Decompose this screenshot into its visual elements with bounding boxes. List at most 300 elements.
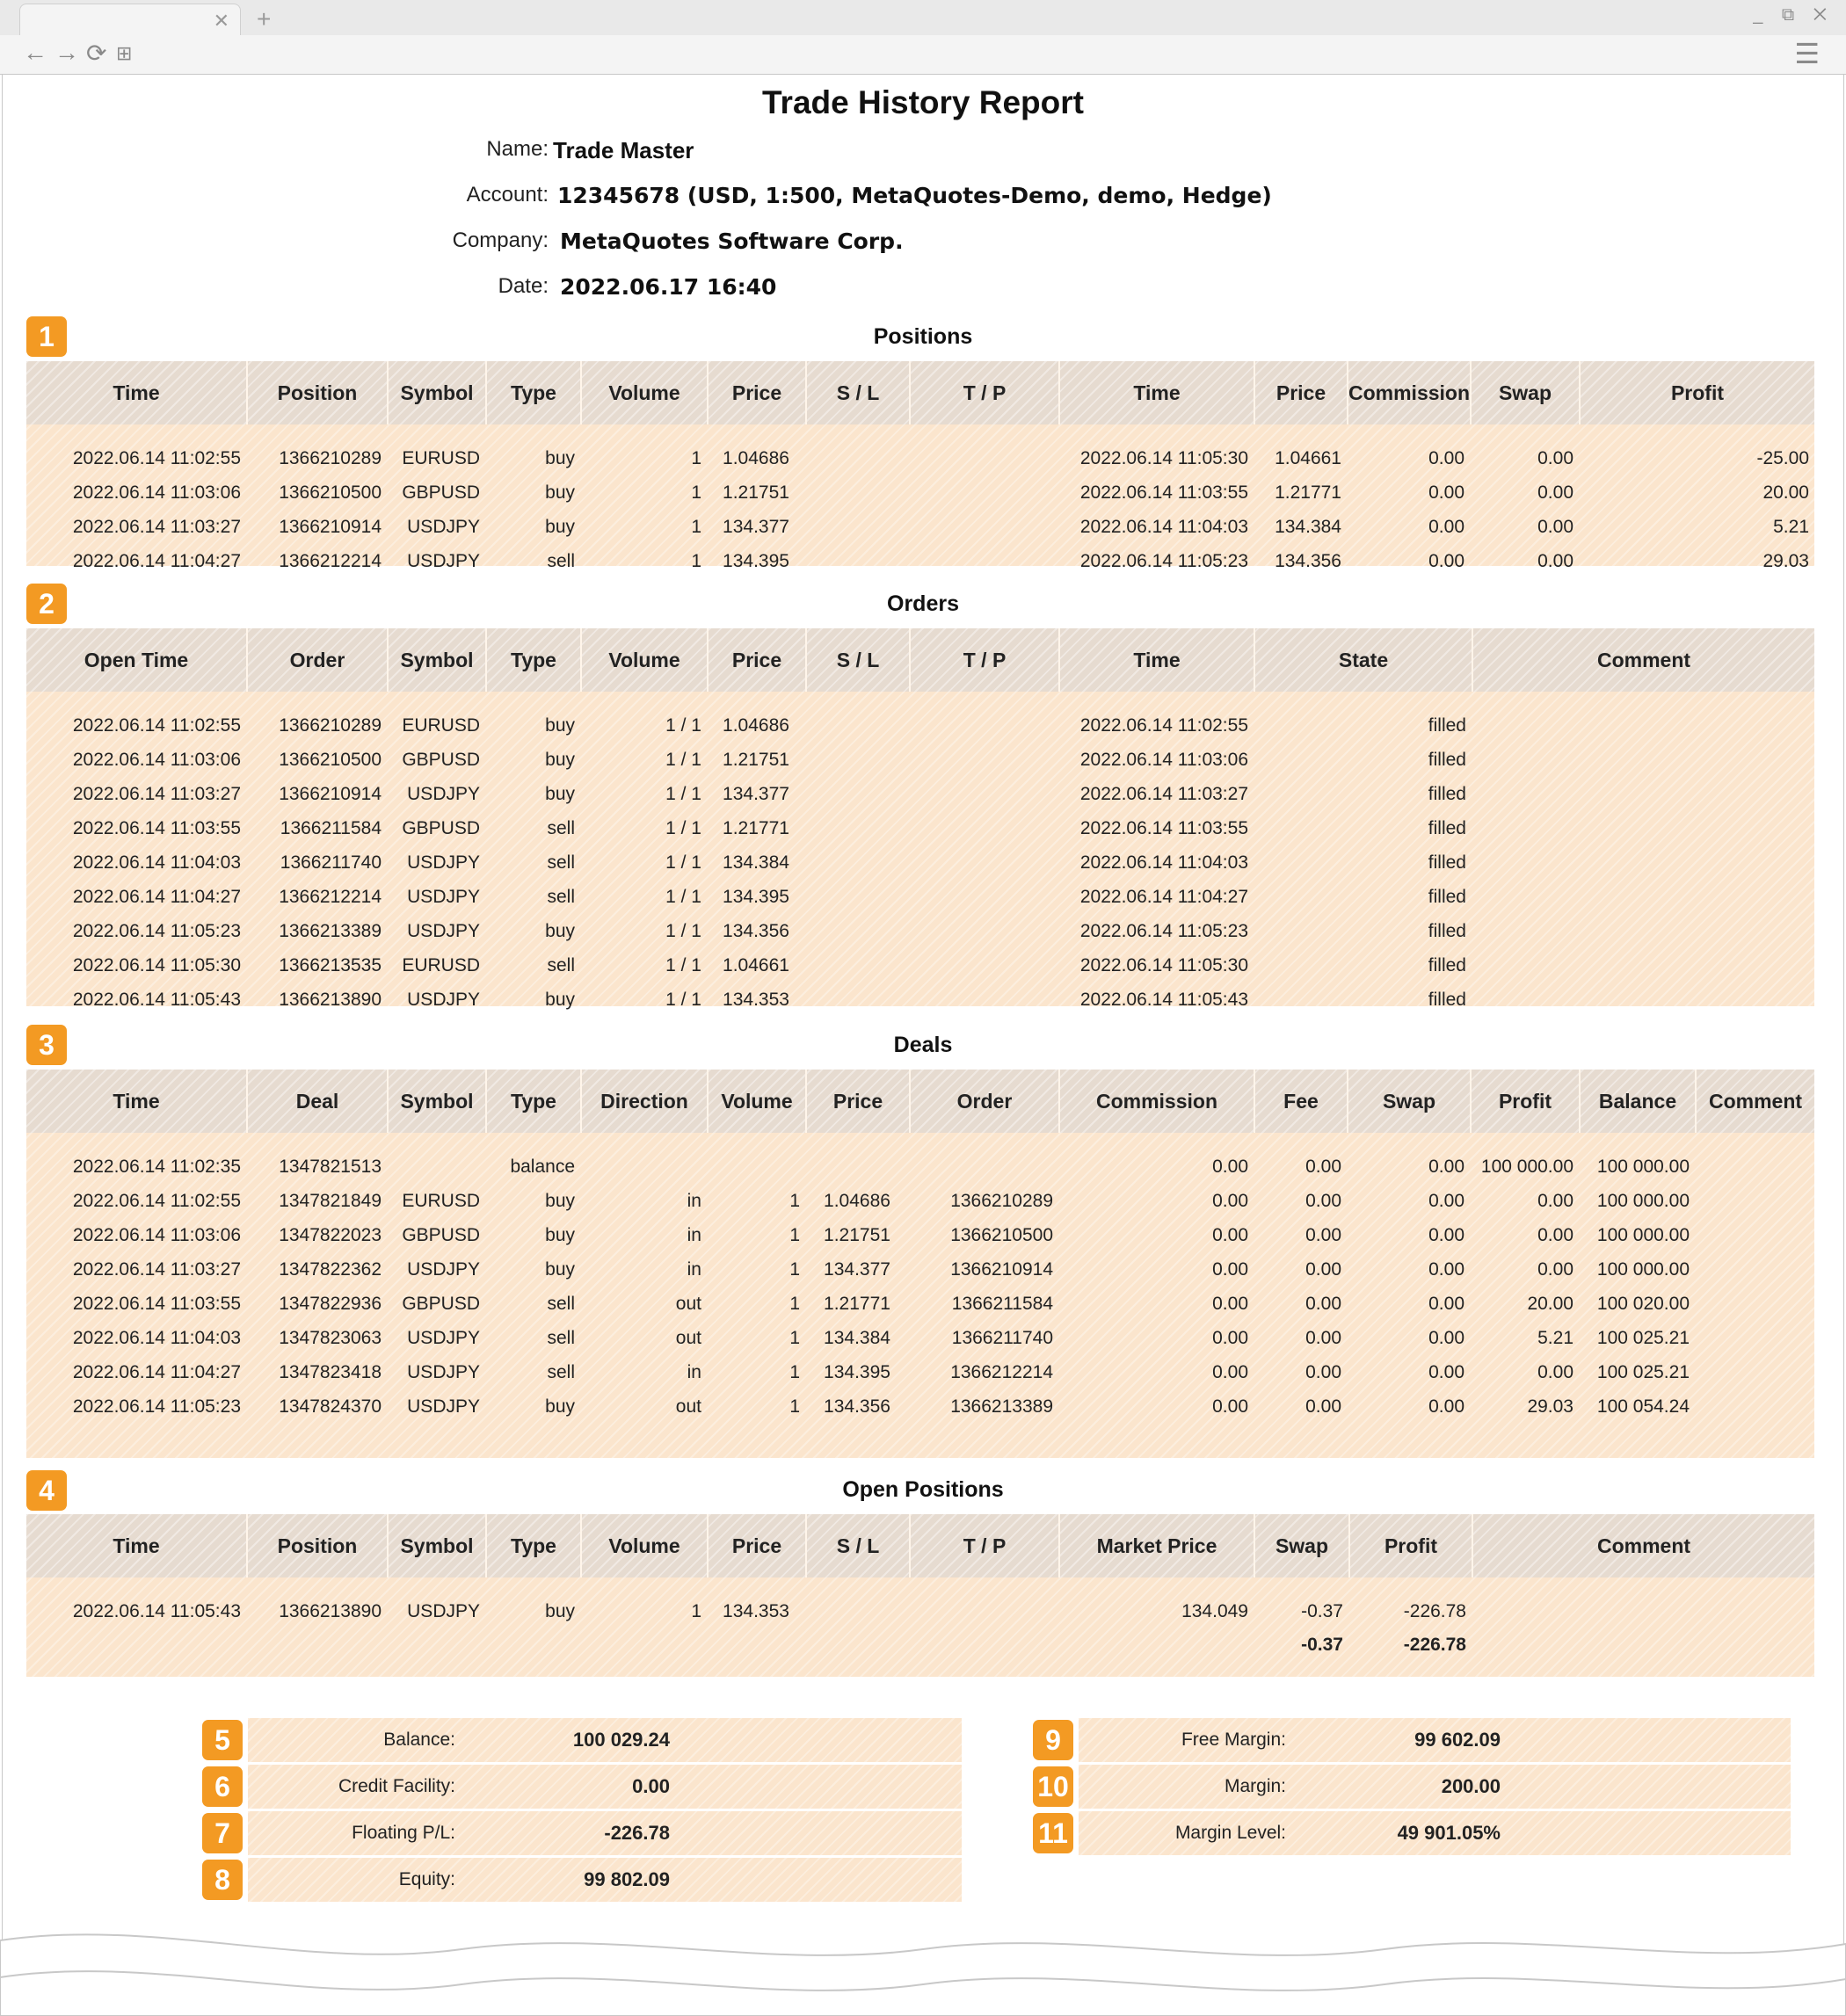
column-header[interactable]: Deal bbox=[246, 1070, 387, 1133]
table-cell: 1.04686 bbox=[824, 1191, 890, 1211]
account-label: Account: bbox=[466, 183, 549, 207]
table-cell bbox=[805, 845, 909, 880]
table-cell: 1 bbox=[789, 1294, 800, 1314]
orders-header bbox=[26, 628, 1814, 692]
column-header[interactable]: Profit bbox=[1470, 1070, 1579, 1133]
table-cell: buy bbox=[545, 990, 575, 1010]
table-cell: 1366210500 bbox=[279, 482, 382, 503]
table-cell: 20.00 bbox=[1527, 1294, 1573, 1314]
table-cell: USDJPY bbox=[407, 887, 480, 907]
table-cell: EURUSD bbox=[402, 1191, 480, 1211]
nav-bar bbox=[0, 35, 1846, 74]
column-header[interactable]: Volume bbox=[580, 361, 707, 424]
table-cell: sell bbox=[547, 887, 575, 907]
positions-row bbox=[26, 544, 1814, 578]
deals-row bbox=[26, 1355, 1814, 1389]
table-cell bbox=[1695, 1218, 1814, 1252]
table-cell: 1347822936 bbox=[279, 1294, 382, 1314]
table-cell: 1 / 1 bbox=[665, 715, 701, 736]
table-cell: 0.00 bbox=[1428, 1191, 1464, 1211]
column-header[interactable]: Volume bbox=[580, 628, 707, 692]
table-cell bbox=[805, 777, 909, 811]
column-header[interactable]: T / P bbox=[909, 628, 1058, 692]
column-header[interactable]: S / L bbox=[805, 361, 909, 424]
table-cell: 134.049 bbox=[1181, 1601, 1248, 1621]
column-header[interactable]: Time bbox=[1058, 361, 1254, 424]
table-cell: USDJPY bbox=[407, 1396, 480, 1417]
deals-row bbox=[26, 1149, 1814, 1184]
table-cell: GBPUSD bbox=[402, 750, 480, 770]
table-cell bbox=[1472, 811, 1814, 845]
margin-value: 200.00 bbox=[1441, 1775, 1501, 1797]
summary-badge-margin-level: 11 bbox=[1033, 1813, 1073, 1853]
table-cell bbox=[1472, 983, 1814, 1017]
table-cell: 1366210500 bbox=[279, 750, 382, 770]
company-row bbox=[285, 228, 549, 264]
table-cell: 0.00 bbox=[1305, 1294, 1341, 1314]
table-cell: 1 bbox=[789, 1396, 800, 1417]
table-cell: 0.00 bbox=[1428, 1294, 1464, 1314]
column-header[interactable]: Price bbox=[707, 361, 805, 424]
table-cell: 134.384 bbox=[723, 852, 789, 873]
column-header[interactable]: Order bbox=[909, 1070, 1058, 1133]
table-cell: 2022.06.14 11:03:55 bbox=[72, 1294, 241, 1314]
summary-equity bbox=[248, 1858, 962, 1902]
floating-pl-value: -226.78 bbox=[604, 1822, 670, 1844]
table-cell: in bbox=[687, 1362, 701, 1382]
column-header[interactable]: Symbol bbox=[387, 1070, 485, 1133]
apps-grid-icon[interactable]: ⊞ bbox=[116, 42, 133, 64]
open-positions-table bbox=[26, 1514, 1814, 1677]
table-cell bbox=[805, 441, 909, 475]
table-cell: 1 / 1 bbox=[665, 955, 701, 975]
table-cell: buy bbox=[545, 517, 575, 537]
summary-margin bbox=[1079, 1765, 1791, 1809]
table-cell: 100 000.00 bbox=[1596, 1191, 1690, 1211]
table-cell: 1366210914 bbox=[950, 1259, 1053, 1280]
table-cell: 1347823063 bbox=[279, 1328, 382, 1348]
date-label: Date: bbox=[498, 274, 549, 298]
deals-title: Deals bbox=[893, 1033, 953, 1057]
table-cell: GBPUSD bbox=[402, 482, 480, 503]
table-cell: sell bbox=[547, 1362, 575, 1382]
table-cell: 134.356 bbox=[824, 1396, 890, 1417]
table-cell: 1.04661 bbox=[723, 955, 789, 975]
summary-margin-level bbox=[1079, 1811, 1791, 1855]
deals-row bbox=[26, 1218, 1814, 1252]
column-header[interactable]: Swap bbox=[1470, 361, 1579, 424]
table-cell bbox=[909, 880, 1058, 914]
column-header[interactable]: S / L bbox=[805, 1514, 909, 1577]
table-cell: filled bbox=[1428, 990, 1466, 1010]
deals-row bbox=[26, 1287, 1814, 1321]
table-cell: 0.00 bbox=[1428, 448, 1464, 468]
table-cell: buy bbox=[545, 482, 575, 503]
table-cell: 134.377 bbox=[723, 517, 789, 537]
column-header[interactable]: Open Time bbox=[84, 649, 189, 671]
table-cell: buy bbox=[545, 750, 575, 770]
table-cell: 0.00 bbox=[1428, 551, 1464, 571]
reload-icon[interactable]: ⟳ bbox=[86, 40, 107, 67]
table-cell: 1 / 1 bbox=[665, 990, 701, 1010]
column-header[interactable]: Commission bbox=[1058, 1070, 1254, 1133]
table-cell: buy bbox=[545, 1601, 575, 1621]
deals-table bbox=[26, 1070, 1814, 1458]
table-cell: 1366211740 bbox=[280, 852, 382, 873]
table-cell: 134.356 bbox=[1275, 551, 1341, 571]
margin-level-value: 49 901.05% bbox=[1397, 1822, 1501, 1844]
column-header[interactable]: Commission bbox=[1347, 361, 1470, 424]
column-header[interactable]: Swap bbox=[1347, 1070, 1470, 1133]
table-cell: 100 000.00 bbox=[1480, 1157, 1573, 1177]
table-cell bbox=[909, 1594, 1058, 1628]
table-cell: 1 bbox=[789, 1225, 800, 1245]
column-header[interactable]: Fee bbox=[1254, 1070, 1347, 1133]
table-cell bbox=[805, 880, 909, 914]
table-cell: 2022.06.14 11:05:43 bbox=[72, 990, 241, 1010]
table-cell bbox=[909, 1149, 1058, 1184]
positions-title: Positions bbox=[873, 324, 973, 349]
close-tab-icon[interactable]: ✕ bbox=[213, 10, 229, 32]
table-cell: GBPUSD bbox=[402, 818, 480, 838]
table-cell: 100 000.00 bbox=[1596, 1259, 1690, 1280]
section-badge-deals: 3 bbox=[26, 1025, 67, 1065]
table-cell: 0.00 bbox=[1537, 482, 1573, 503]
table-cell: 2022.06.14 11:05:23 bbox=[72, 1396, 241, 1417]
column-header[interactable]: T / P bbox=[909, 1514, 1058, 1577]
table-cell bbox=[909, 777, 1058, 811]
new-tab-icon[interactable]: + bbox=[257, 5, 272, 33]
table-cell bbox=[1695, 1252, 1814, 1287]
table-cell: 100 025.21 bbox=[1596, 1362, 1690, 1382]
open-positions-header bbox=[26, 1514, 1814, 1577]
section-badge-positions: 1 bbox=[26, 316, 67, 357]
table-cell: 2022.06.14 11:04:27 bbox=[72, 887, 241, 907]
table-cell: 2022.06.14 11:03:06 bbox=[72, 750, 241, 770]
column-header[interactable]: Balance bbox=[1579, 1070, 1695, 1133]
table-cell: buy bbox=[545, 1259, 575, 1280]
table-cell: 0.00 bbox=[1428, 1362, 1464, 1382]
column-header[interactable]: Time bbox=[113, 1534, 160, 1557]
menu-icon[interactable]: ☰ bbox=[1794, 38, 1820, 69]
margin-level-label: Margin Level: bbox=[1174, 1823, 1286, 1843]
column-header[interactable]: Market Price bbox=[1058, 1514, 1254, 1577]
table-cell: 1347823418 bbox=[279, 1362, 382, 1382]
table-cell bbox=[805, 544, 909, 578]
table-cell: 2022.06.14 11:04:03 bbox=[72, 1328, 241, 1348]
table-cell: 2022.06.14 11:02:35 bbox=[72, 1157, 241, 1177]
table-cell: sell bbox=[547, 852, 575, 873]
torn-page-edge bbox=[0, 1925, 1846, 2016]
summary-badge-floating: 7 bbox=[202, 1813, 243, 1853]
column-header[interactable]: Position bbox=[246, 1514, 387, 1577]
table-cell: 2022.06.14 11:03:06 bbox=[1079, 750, 1248, 770]
table-cell: 2022.06.14 11:05:30 bbox=[72, 955, 241, 975]
table-cell: 1366213890 bbox=[279, 1601, 382, 1621]
column-header[interactable]: Volume bbox=[707, 1070, 805, 1133]
table-cell bbox=[580, 1149, 707, 1184]
column-header[interactable]: Type bbox=[485, 628, 580, 692]
table-cell: 0.00 bbox=[1428, 482, 1464, 503]
column-header[interactable]: Profit bbox=[1579, 361, 1814, 424]
table-cell: buy bbox=[545, 1191, 575, 1211]
table-cell: USDJPY bbox=[407, 1362, 480, 1382]
table-cell bbox=[1472, 914, 1814, 948]
table-cell: 0.00 bbox=[1212, 1396, 1248, 1417]
deals-row bbox=[26, 1184, 1814, 1218]
section-badge-orders: 2 bbox=[26, 584, 67, 624]
table-cell bbox=[805, 983, 909, 1017]
column-header[interactable]: Time bbox=[113, 1090, 160, 1113]
table-cell: 29.03 bbox=[1762, 551, 1809, 571]
table-cell bbox=[1472, 1594, 1814, 1628]
table-cell: 0.00 bbox=[1537, 1259, 1573, 1280]
table-cell bbox=[1695, 1321, 1814, 1355]
table-cell bbox=[805, 811, 909, 845]
table-cell: -25.00 bbox=[1756, 448, 1809, 468]
table-cell: 0.00 bbox=[1212, 1259, 1248, 1280]
column-header[interactable]: State bbox=[1254, 628, 1472, 692]
table-cell: 134.395 bbox=[824, 1362, 890, 1382]
table-cell bbox=[1472, 708, 1814, 743]
table-cell: 1366210289 bbox=[279, 715, 382, 736]
table-cell: 1366210289 bbox=[279, 448, 382, 468]
section-badge-open-positions: 4 bbox=[26, 1470, 67, 1511]
table-cell: 1366213389 bbox=[279, 921, 382, 941]
table-cell: 100 000.00 bbox=[1596, 1225, 1690, 1245]
table-cell: in bbox=[687, 1191, 701, 1211]
table-cell: 134.395 bbox=[723, 551, 789, 571]
table-cell: 0.00 bbox=[1428, 1225, 1464, 1245]
table-cell: 1 bbox=[789, 1362, 800, 1382]
table-cell: 1 bbox=[789, 1191, 800, 1211]
table-cell: USDJPY bbox=[407, 1259, 480, 1280]
table-cell: 2022.06.14 11:05:30 bbox=[1079, 448, 1248, 468]
table-cell: 1 bbox=[691, 517, 701, 537]
table-cell: filled bbox=[1428, 784, 1466, 804]
table-cell: 1347821849 bbox=[279, 1191, 382, 1211]
table-cell: 1 bbox=[691, 551, 701, 571]
column-header[interactable]: T / P bbox=[909, 361, 1058, 424]
table-cell: sell bbox=[547, 955, 575, 975]
table-cell: GBPUSD bbox=[402, 1294, 480, 1314]
table-cell: 134.353 bbox=[723, 1601, 789, 1621]
column-header[interactable]: S / L bbox=[805, 628, 909, 692]
back-arrow-icon[interactable]: ← bbox=[23, 39, 47, 66]
table-cell: 0.00 bbox=[1537, 1362, 1573, 1382]
table-cell: 2022.06.14 11:03:55 bbox=[1079, 818, 1248, 838]
positions-row bbox=[26, 510, 1814, 544]
table-cell: 0.00 bbox=[1305, 1362, 1341, 1382]
table-cell bbox=[909, 743, 1058, 777]
table-cell: filled bbox=[1428, 921, 1466, 941]
table-cell: USDJPY bbox=[407, 784, 480, 804]
table-cell bbox=[805, 1594, 909, 1628]
table-cell: 0.00 bbox=[1537, 1191, 1573, 1211]
table-cell: 0.00 bbox=[1305, 1191, 1341, 1211]
table-cell: 1366212214 bbox=[950, 1362, 1053, 1382]
table-cell: 2022.06.14 11:04:27 bbox=[1079, 887, 1248, 907]
column-header[interactable]: Price bbox=[1254, 361, 1347, 424]
table-cell: 1 / 1 bbox=[665, 784, 701, 804]
table-cell: filled bbox=[1428, 887, 1466, 907]
table-cell: EURUSD bbox=[402, 955, 480, 975]
table-cell bbox=[805, 510, 909, 544]
table-cell: 134.377 bbox=[824, 1259, 890, 1280]
summary-credit-facility bbox=[248, 1765, 962, 1809]
column-header[interactable]: Comment bbox=[1472, 1514, 1814, 1577]
table-cell: 0.00 bbox=[1212, 1157, 1248, 1177]
orders-row bbox=[26, 880, 1814, 914]
table-cell: 100 020.00 bbox=[1596, 1294, 1690, 1314]
browser-chrome bbox=[0, 0, 1846, 75]
table-cell: 1.21751 bbox=[723, 482, 789, 503]
table-cell bbox=[1695, 1184, 1814, 1218]
window-controls[interactable]: _ ⧉ ✕ bbox=[1753, 5, 1834, 25]
table-cell: 1 bbox=[691, 482, 701, 503]
table-cell: 1366211740 bbox=[951, 1328, 1053, 1348]
table-cell: 0.00 bbox=[1212, 1225, 1248, 1245]
orders-row bbox=[26, 708, 1814, 743]
name-label: Name: bbox=[486, 137, 549, 161]
table-cell: 2022.06.14 11:04:03 bbox=[1079, 852, 1248, 873]
table-cell: -0.37 bbox=[1301, 1601, 1343, 1621]
table-cell: 1366213535 bbox=[279, 955, 382, 975]
table-cell bbox=[805, 948, 909, 983]
orders-row bbox=[26, 845, 1814, 880]
name-value: Trade Master bbox=[553, 137, 694, 163]
table-cell bbox=[387, 1149, 485, 1184]
table-cell: EURUSD bbox=[402, 715, 480, 736]
column-header[interactable]: Symbol bbox=[387, 361, 485, 424]
table-cell bbox=[805, 475, 909, 510]
table-cell bbox=[1695, 1149, 1814, 1184]
date-row bbox=[285, 274, 549, 309]
table-cell: balance bbox=[510, 1157, 575, 1177]
open-positions-title: Open Positions bbox=[842, 1477, 1004, 1502]
table-cell: filled bbox=[1428, 852, 1466, 873]
table-cell: 2022.06.14 11:04:03 bbox=[72, 852, 241, 873]
column-header[interactable]: Swap bbox=[1254, 1514, 1348, 1577]
summary-badge-equity: 8 bbox=[202, 1860, 243, 1900]
company-value: MetaQuotes Software Corp. bbox=[560, 228, 904, 254]
table-cell: 0.00 bbox=[1537, 1225, 1573, 1245]
column-header[interactable]: Symbol bbox=[387, 628, 485, 692]
table-cell: 1 bbox=[789, 1259, 800, 1280]
orders-row bbox=[26, 983, 1814, 1017]
column-header[interactable]: Symbol bbox=[387, 1514, 485, 1577]
table-cell: out bbox=[675, 1396, 701, 1417]
table-cell: 2022.06.14 11:02:55 bbox=[72, 448, 241, 468]
table-cell: in bbox=[687, 1225, 701, 1245]
table-cell: 2022.06.14 11:05:43 bbox=[72, 1601, 241, 1621]
table-cell: 0.00 bbox=[1212, 1191, 1248, 1211]
table-cell: USDJPY bbox=[407, 517, 480, 537]
table-cell: 5.21 bbox=[1773, 517, 1809, 537]
column-header[interactable]: Type bbox=[485, 1070, 580, 1133]
table-cell: 1366211584 bbox=[951, 1294, 1053, 1314]
table-cell: 2022.06.14 11:05:23 bbox=[1079, 551, 1248, 571]
table-cell: filled bbox=[1428, 955, 1466, 975]
orders-row bbox=[26, 777, 1814, 811]
column-header[interactable]: Price bbox=[805, 1070, 909, 1133]
forward-arrow-icon[interactable]: → bbox=[55, 39, 79, 66]
orders-row bbox=[26, 743, 1814, 777]
table-cell: USDJPY bbox=[407, 990, 480, 1010]
table-cell: 1366210500 bbox=[950, 1225, 1053, 1245]
column-header[interactable]: Comment bbox=[1695, 1070, 1814, 1133]
column-header[interactable]: Type bbox=[485, 1514, 580, 1577]
table-cell: 134.353 bbox=[723, 990, 789, 1010]
orders-row bbox=[26, 811, 1814, 845]
table-cell bbox=[909, 948, 1058, 983]
table-cell: 1366213890 bbox=[279, 990, 382, 1010]
table-cell: USDJPY bbox=[407, 551, 480, 571]
table-cell bbox=[909, 708, 1058, 743]
deals-row bbox=[26, 1252, 1814, 1287]
equity-label: Equity: bbox=[398, 1869, 455, 1889]
table-cell: 0.00 bbox=[1212, 1294, 1248, 1314]
table-cell: EURUSD bbox=[402, 448, 480, 468]
table-cell bbox=[1472, 948, 1814, 983]
column-header[interactable]: Price bbox=[707, 1514, 805, 1577]
table-cell bbox=[909, 544, 1058, 578]
date-value: 2022.06.17 16:40 bbox=[560, 274, 777, 300]
browser-tab[interactable] bbox=[19, 4, 241, 36]
table-cell: 0.00 bbox=[1428, 1259, 1464, 1280]
table-cell: out bbox=[675, 1328, 701, 1348]
summary-free-margin bbox=[1079, 1718, 1791, 1762]
summary-badge-free-margin: 9 bbox=[1033, 1720, 1073, 1760]
table-cell bbox=[1472, 777, 1814, 811]
table-cell: 2022.06.14 11:03:27 bbox=[72, 784, 241, 804]
table-cell: USDJPY bbox=[407, 921, 480, 941]
column-header[interactable]: Profit bbox=[1348, 1514, 1472, 1577]
table-cell: 1366210289 bbox=[950, 1191, 1053, 1211]
table-cell: 29.03 bbox=[1527, 1396, 1573, 1417]
table-cell bbox=[707, 1149, 805, 1184]
table-cell: 134.377 bbox=[723, 784, 789, 804]
table-cell: 0.00 bbox=[1428, 1328, 1464, 1348]
table-cell: 1366212214 bbox=[279, 551, 382, 571]
table-cell: 2022.06.14 11:05:23 bbox=[72, 921, 241, 941]
positions-table bbox=[26, 361, 1814, 571]
table-cell: 100 000.00 bbox=[1596, 1157, 1690, 1177]
table-cell: 0.00 bbox=[1305, 1157, 1341, 1177]
column-header[interactable]: Time bbox=[1058, 628, 1254, 692]
table-cell bbox=[909, 983, 1058, 1017]
column-header[interactable]: Comment bbox=[1472, 628, 1814, 692]
column-header[interactable]: Type bbox=[485, 361, 580, 424]
column-header[interactable]: Position bbox=[246, 361, 387, 424]
column-header[interactable]: Order bbox=[246, 628, 387, 692]
table-cell bbox=[909, 811, 1058, 845]
table-cell: 1347824370 bbox=[279, 1396, 382, 1417]
table-cell: filled bbox=[1428, 750, 1466, 770]
report-title: Trade History Report bbox=[762, 84, 1084, 120]
table-cell: sell bbox=[547, 551, 575, 571]
table-cell: 1 / 1 bbox=[665, 750, 701, 770]
column-header[interactable]: Time bbox=[113, 381, 160, 404]
column-header[interactable]: Direction bbox=[580, 1070, 707, 1133]
table-cell: 2022.06.14 11:05:43 bbox=[1079, 990, 1248, 1010]
table-cell: 2022.06.14 11:03:06 bbox=[72, 482, 241, 503]
table-cell: 2022.06.14 11:03:55 bbox=[72, 818, 241, 838]
table-cell: buy bbox=[545, 1396, 575, 1417]
column-header[interactable]: Volume bbox=[580, 1514, 707, 1577]
table-cell: 134.384 bbox=[824, 1328, 890, 1348]
column-header[interactable]: Price bbox=[707, 628, 805, 692]
